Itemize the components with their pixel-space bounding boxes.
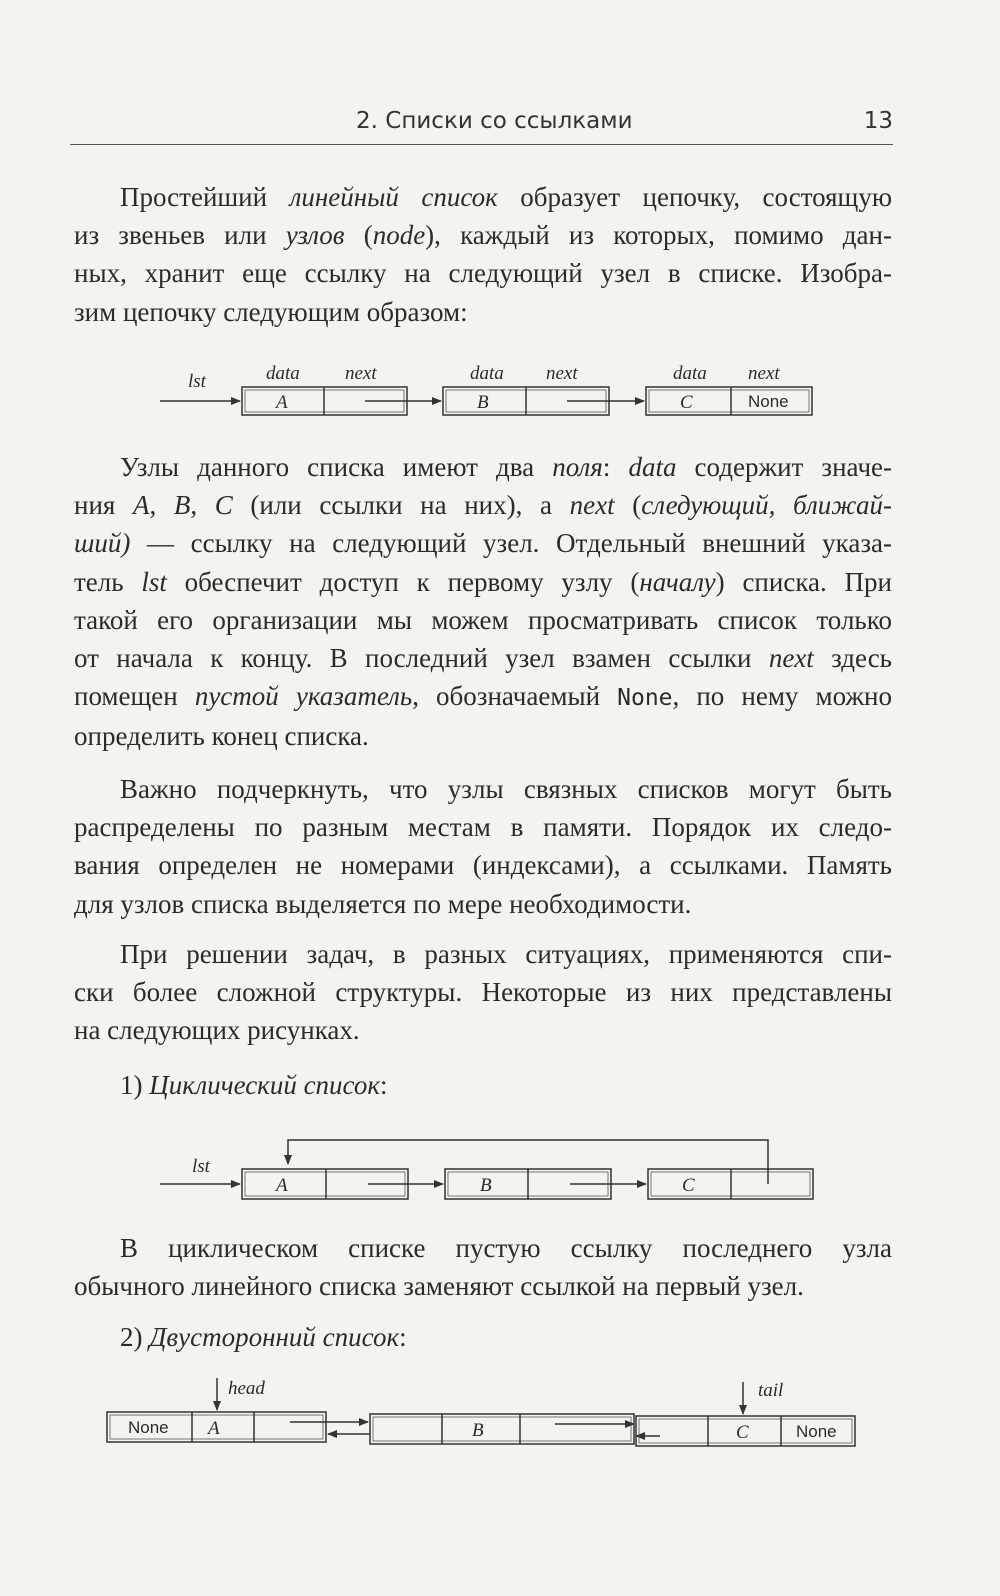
node-data: C <box>680 392 693 413</box>
text-line: из звеньев или узлов (node), каждый из которых, помимо дан- <box>74 220 892 251</box>
list-node <box>636 1416 855 1446</box>
item-double-heading: 2) Двусторонний список: <box>120 1322 407 1352</box>
field-label-next: next <box>345 363 377 384</box>
text-line: на следующих рисунках. <box>74 1015 360 1046</box>
node-data: A <box>208 1418 220 1439</box>
text-line: для узлов списка выделяется по мере необходимости. <box>74 888 692 919</box>
text-line: ски более сложной структуры. Некоторые из них представлены <box>74 977 892 1008</box>
item-cyclic-heading: 1) Циклический список: <box>120 1070 388 1100</box>
none-value: None <box>748 392 789 411</box>
text-line: помещен пустой указатель, обозначаемый None, по нему можно <box>74 681 892 712</box>
tail-pointer-label: tail <box>758 1380 784 1401</box>
paragraph-fields <box>74 448 892 756</box>
node-data: A <box>276 1175 288 1196</box>
text-line: Узлы данного списка имеют два поля: data содержит значе- <box>120 452 892 482</box>
text-line: зим цепочку следующим образом: <box>74 296 468 327</box>
paragraph-memory <box>74 770 892 923</box>
head-pointer-label: head <box>228 1378 265 1399</box>
none-value: None <box>796 1422 837 1441</box>
list-node <box>370 1414 634 1444</box>
node-data: B <box>480 1175 492 1196</box>
page-header <box>70 104 893 145</box>
field-label-next: next <box>546 363 578 384</box>
text-line: вания определен не номерами (индексами), а ссылками. Память <box>74 850 892 881</box>
field-label-next: next <box>748 363 780 384</box>
node-data: A <box>276 392 288 413</box>
text-line: распределены по разным местам в памяти. Порядок их следо- <box>74 812 892 843</box>
field-label-data: data <box>470 363 504 384</box>
field-label-data: data <box>673 363 707 384</box>
paragraph-cyclic <box>74 1229 892 1305</box>
page-number: 13 <box>863 108 893 134</box>
text-line: Важно подчеркнуть, что узлы связных списков могут быть <box>120 774 892 804</box>
lst-pointer-label: lst <box>188 371 206 392</box>
node-data: B <box>477 392 489 413</box>
text-line: такой его организации мы можем просматривать список только <box>74 604 892 635</box>
text-line: ных, хранит еще ссылку на следующий узел в списке. Изобра- <box>74 258 892 289</box>
text-line: При решении задач, в разных ситуациях, применяются спи- <box>120 939 892 969</box>
list-node <box>648 1169 813 1199</box>
lst-pointer-label: lst <box>192 1156 210 1177</box>
text-line: тель lst обеспечит доступ к первому узлу (началу) списка. При <box>74 566 892 597</box>
linear-list-diagram <box>0 355 1000 425</box>
paragraph-complex <box>74 935 892 1050</box>
text-line: В циклическом списке пустую ссылку последнего узла <box>120 1233 892 1263</box>
field-label-data: data <box>266 363 300 384</box>
text-line: обычного линейного списка заменяют ссылкой на первый узел. <box>74 1271 804 1302</box>
none-value: None <box>128 1418 169 1437</box>
paragraph-intro <box>74 178 892 331</box>
text-line: от начала к концу. В последний узел взамен ссылки next здесь <box>74 643 892 674</box>
cyclic-list-diagram <box>0 1132 1000 1207</box>
text-line: определить конец списка. <box>74 721 369 752</box>
list-node <box>107 1412 326 1442</box>
running-head: 2. Списки со ссылками <box>356 108 633 134</box>
node-data: C <box>736 1422 749 1443</box>
node-data: B <box>472 1420 484 1441</box>
list-node <box>646 387 812 415</box>
text-line: ния A, B, C (или ссылки на них), а next (следующий, ближай- <box>74 490 892 521</box>
double-list-diagram <box>0 1372 1000 1457</box>
node-data: C <box>682 1175 695 1196</box>
text-line: Простейший линейный список образует цепочку, состоящую <box>120 182 892 212</box>
text-line: ший) — ссылку на следующий узел. Отдельный внешний указа- <box>74 528 892 559</box>
